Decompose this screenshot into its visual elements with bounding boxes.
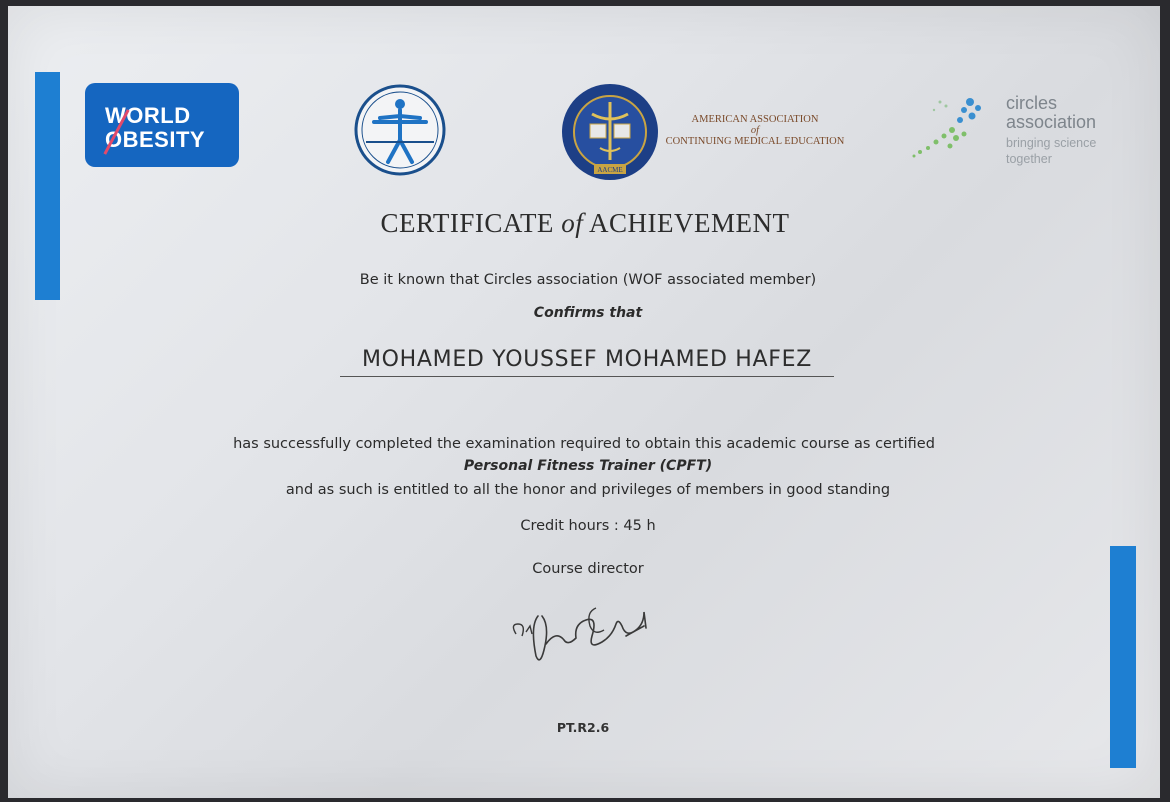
certificate-code: PT.R2.6: [556, 720, 610, 735]
circles-tagline-line1: bringing science: [1006, 136, 1097, 150]
left-accent-bar: [35, 72, 60, 300]
known-line: Be it known that Circles association (WOF associated member): [359, 272, 817, 288]
title-prefix: CERTIFICATE: [380, 208, 562, 238]
title-suffix: ACHIEVEMENT: [583, 208, 790, 238]
circles-runner-icon: [906, 94, 1006, 164]
circles-association-logo: [1006, 94, 1096, 167]
title-of: of: [561, 208, 584, 238]
world-obesity-logo-line2: OBESITY: [105, 127, 206, 152]
world-obesity-logo: [85, 83, 239, 167]
circles-tagline-line2: together: [1006, 152, 1052, 166]
confirms-line: Confirms that: [533, 305, 643, 321]
aacme-name-line1: AMERICAN ASSOCIATION: [691, 114, 819, 125]
recipient-name: MOHAMED YOUSSEF MOHAMED HAFEZ: [340, 347, 834, 377]
aacme-seal-label: AACME: [597, 166, 623, 174]
vitruvian-man-icon: [352, 82, 448, 178]
certificate-title: [0, 208, 1170, 239]
completed-line: has successfully completed the examination required to obtain this academic course as certified: [233, 436, 935, 452]
aacme-name: [660, 114, 850, 147]
world-obesity-logo-line1: WORLD: [105, 103, 191, 128]
aacme-name-line3: CONTINUING MEDICAL EDUCATION: [665, 136, 845, 147]
entitled-line: and as such is entitled to all the honor and privileges of members in good standing: [285, 482, 891, 498]
aacme-seal-icon: [560, 80, 660, 184]
aacme-name-of: of: [750, 125, 760, 136]
circles-name-line1: circles: [1006, 93, 1058, 113]
course-director-label: Course director: [532, 561, 644, 577]
course-name: Personal Fitness Trainer (CPFT): [463, 458, 713, 474]
circles-name-line2: association: [1006, 112, 1097, 132]
credit-hours: Credit hours : 45 h: [520, 518, 656, 534]
director-signature: [504, 592, 674, 672]
certificate: [8, 6, 1160, 798]
